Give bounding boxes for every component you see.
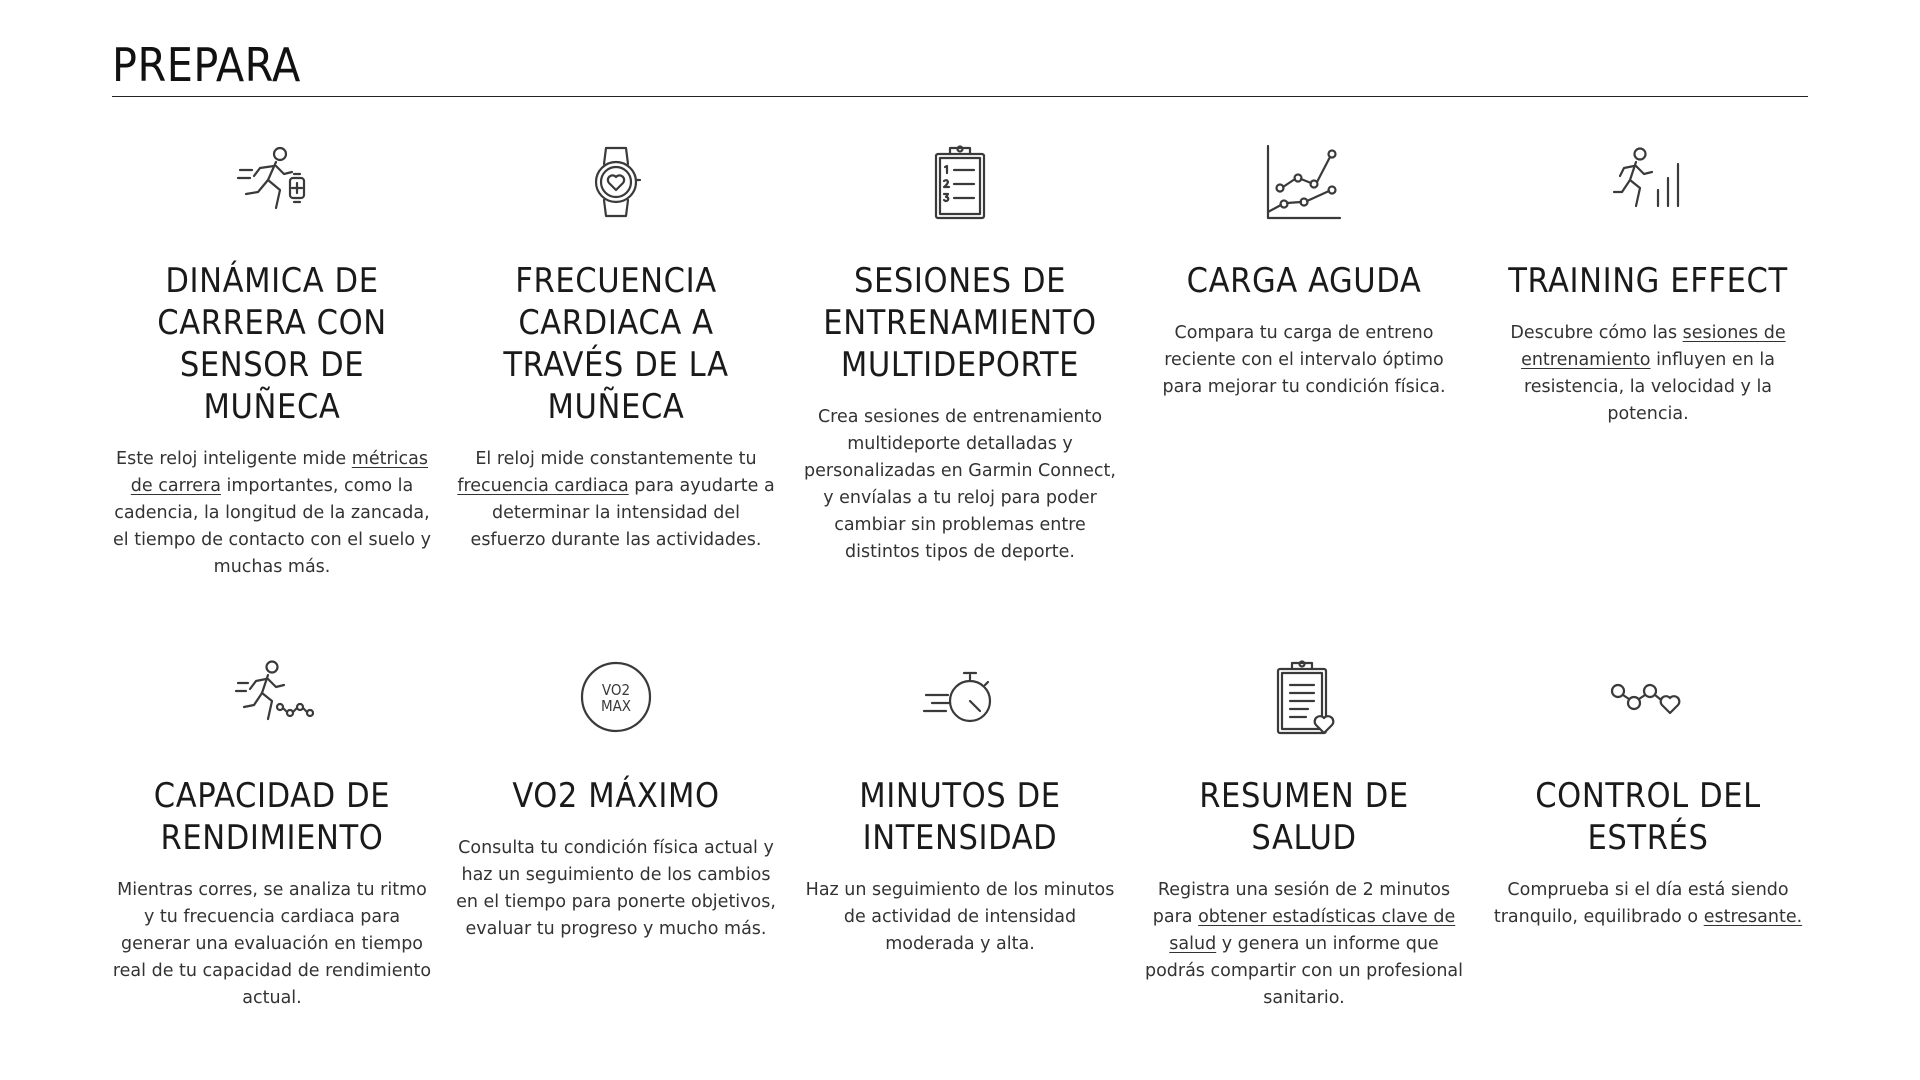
feature-description (1488, 320, 1808, 428)
stopwatch-speed-icon (918, 655, 1002, 739)
feature-description: Crea sesiones de entrenamiento multideporte detalladas y personalizadas en Garmin Connect, y envíalas a tu reloj para poder cambiar sin problemas entre distintos tipos de deporte. (804, 407, 1116, 562)
feature-card-health-snapshot (1144, 655, 1464, 1012)
feature-title: FRECUENCIA CARDIACA A TRAVÉS DE LA MUÑECA (503, 261, 729, 427)
feature-description: Haz un seguimiento de los minutos de actividad de intensidad moderada y alta. (805, 880, 1115, 954)
description-text: Comprueba si el día está siendo tranquilo, equilibrado o (1493, 880, 1789, 927)
description-text: Este reloj inteligente mide (116, 449, 352, 469)
description-text: para ayudarte a determinar la intensidad del esfuerzo durante las actividades. (470, 476, 775, 550)
max-label: MAX (600, 697, 632, 715)
feature-title: CARGA AGUDA (1186, 261, 1422, 301)
feature-title: VO2 MÁXIMO (512, 776, 720, 816)
feature-title: DINÁMICA DE CARRERA CON SENSOR DE MUÑECA (157, 261, 387, 427)
feature-card-vo2max (456, 655, 776, 1012)
line-chart-icon (1262, 140, 1346, 224)
description-text: importantes, como la cadencia, la longitud de la zancada, el tiempo de contacto con el suelo y muchas más. (113, 476, 431, 577)
description-text: y genera un informe que podrás compartir con un profesional sanitario. (1144, 934, 1464, 1008)
watch-heart-icon (574, 140, 658, 224)
feature-description: Consulta tu condición física actual y haz un seguimiento de los cambios en el tiempo para ponerte objetivos, evaluar tu progreso y mucho más. (456, 838, 776, 939)
feature-description (456, 446, 776, 554)
link-heart-rate[interactable]: frecuencia cardiaca (457, 476, 629, 496)
feature-description (1488, 877, 1808, 931)
section-title: PREPARA (112, 38, 301, 92)
runner-performance-icon (230, 655, 314, 739)
feature-card-training-effect (1488, 140, 1808, 581)
feature-description (1144, 877, 1464, 1012)
description-text: Descubre cómo las (1510, 323, 1683, 343)
feature-card-stress-tracking (1488, 655, 1808, 1012)
vo2-label: VO2 (601, 681, 631, 699)
section-divider (112, 96, 1808, 97)
link-running-metrics[interactable]: métricas de carrera (130, 449, 428, 496)
clipboard-heart-icon (1262, 655, 1346, 739)
feature-description: Mientras corres, se analiza tu ritmo y tu frecuencia cardiaca para generar una evaluación en tiempo real de tu capacidad de rendimiento actual. (112, 880, 432, 1008)
feature-title: MINUTOS DE INTENSIDAD (859, 776, 1061, 858)
description-text: El reloj mide constantemente tu (475, 449, 757, 469)
clipboard-list-icon (918, 140, 1002, 224)
feature-grid-row-2 (112, 655, 1808, 1012)
link-stressful[interactable]: estresante. (1703, 907, 1803, 927)
description-text: influyen en la resistencia, la velocidad y la potencia. (1523, 350, 1775, 424)
feature-title: TRAINING EFFECT (1508, 261, 1788, 301)
link-training-sessions[interactable]: sesiones de entrenamiento (1521, 323, 1786, 370)
feature-card-performance-condition (112, 655, 432, 1012)
stress-control-icon (1606, 655, 1690, 739)
runner-bars-icon (1606, 140, 1690, 224)
feature-title: CONTROL DEL ESTRÉS (1535, 776, 1761, 858)
link-health-stats[interactable]: obtener estadísticas clave de salud (1169, 907, 1456, 954)
feature-title: SESIONES DE ENTRENAMIENTO MULTIDEPORTE (823, 261, 1097, 385)
feature-card-multisport-workouts (800, 140, 1120, 581)
running-sensor-icon (230, 140, 314, 224)
feature-card-running-dynamics (112, 140, 432, 581)
feature-grid-row-1 (112, 140, 1808, 581)
feature-card-intensity-minutes (800, 655, 1120, 1012)
feature-title: CAPACIDAD DE RENDIMIENTO (153, 776, 391, 858)
vo2max-icon (574, 655, 658, 739)
feature-card-acute-load (1144, 140, 1464, 581)
feature-description (112, 446, 432, 581)
feature-card-wrist-heart-rate (456, 140, 776, 581)
description-text: Registra una sesión de 2 minutos para (1152, 880, 1451, 927)
feature-description: Compara tu carga de entreno reciente con el intervalo óptimo para mejorar tu condición física. (1162, 323, 1446, 397)
feature-title: RESUMEN DE SALUD (1199, 776, 1409, 858)
